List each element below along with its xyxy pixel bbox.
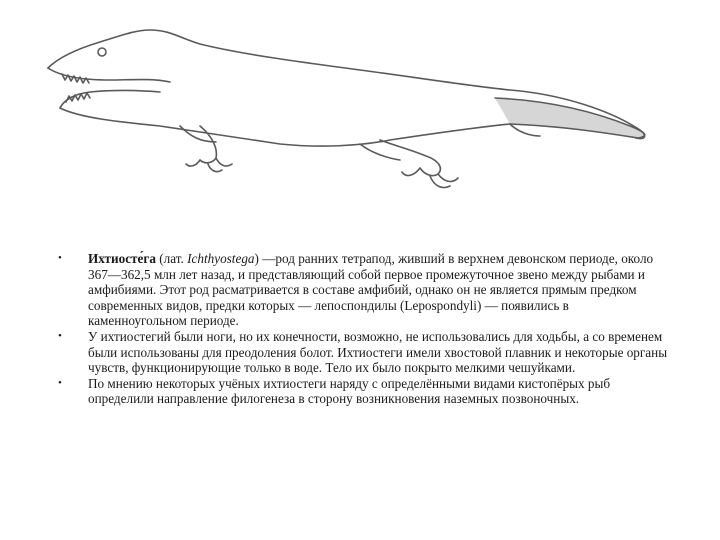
ichthyostega-drawing-icon: [40, 18, 690, 198]
body-outline-bottom: [60, 108, 510, 146]
ichthyostega-illustration: [40, 18, 690, 198]
bullet-marker: •: [58, 329, 62, 342]
term-name: Ихтиосте́га: [88, 251, 156, 266]
paragraph-text: ) —род ранних тетрапод, живший в верхнем девонском периоде, около 367—362,5 млн лет назад, и представляющий собой первое промежуточное звено между рыбами и амфибиями. Этот род расматривается в составе амфибий, однако он не является прямым предком современных видов, предки которых — лепоспондилы (Lepospondyli) — появились в каменноугольном периоде.: [88, 251, 654, 329]
paragraph-text: По мнению некоторых учёных ихтиостеги наряду с определёнными видами кистопёрых рыб определили направление филогенеза в сторону возникновения наземных позвоночных.: [88, 375, 611, 407]
upper-jaw: [48, 68, 170, 82]
eye: [98, 48, 106, 56]
latin-name: Ichthyostega: [187, 251, 255, 266]
list-item: [58, 329, 670, 376]
list-item: [58, 376, 670, 407]
latin-prefix: (лат.: [155, 251, 188, 266]
list-item: [58, 251, 670, 329]
lower-jaw: [60, 91, 160, 109]
bullet-marker: •: [58, 252, 62, 264]
hind-leg: [380, 140, 458, 188]
description-text: [58, 251, 670, 407]
paragraph-text: У ихтиостегий были ноги, но их конечности, возможно, не использовались для ходьбы, а со временем были использованы для преодоления болот. Ихтиостеги имели хвостовой плавник и некоторые органы чувств, функционирующие только в воде. Тело их было покрыто мелкими чешуйками.: [88, 328, 668, 376]
tail-fin: [495, 98, 645, 138]
hind-leg-upper: [360, 144, 400, 160]
bullet-marker: •: [58, 376, 62, 389]
bullet-list: [58, 251, 670, 407]
